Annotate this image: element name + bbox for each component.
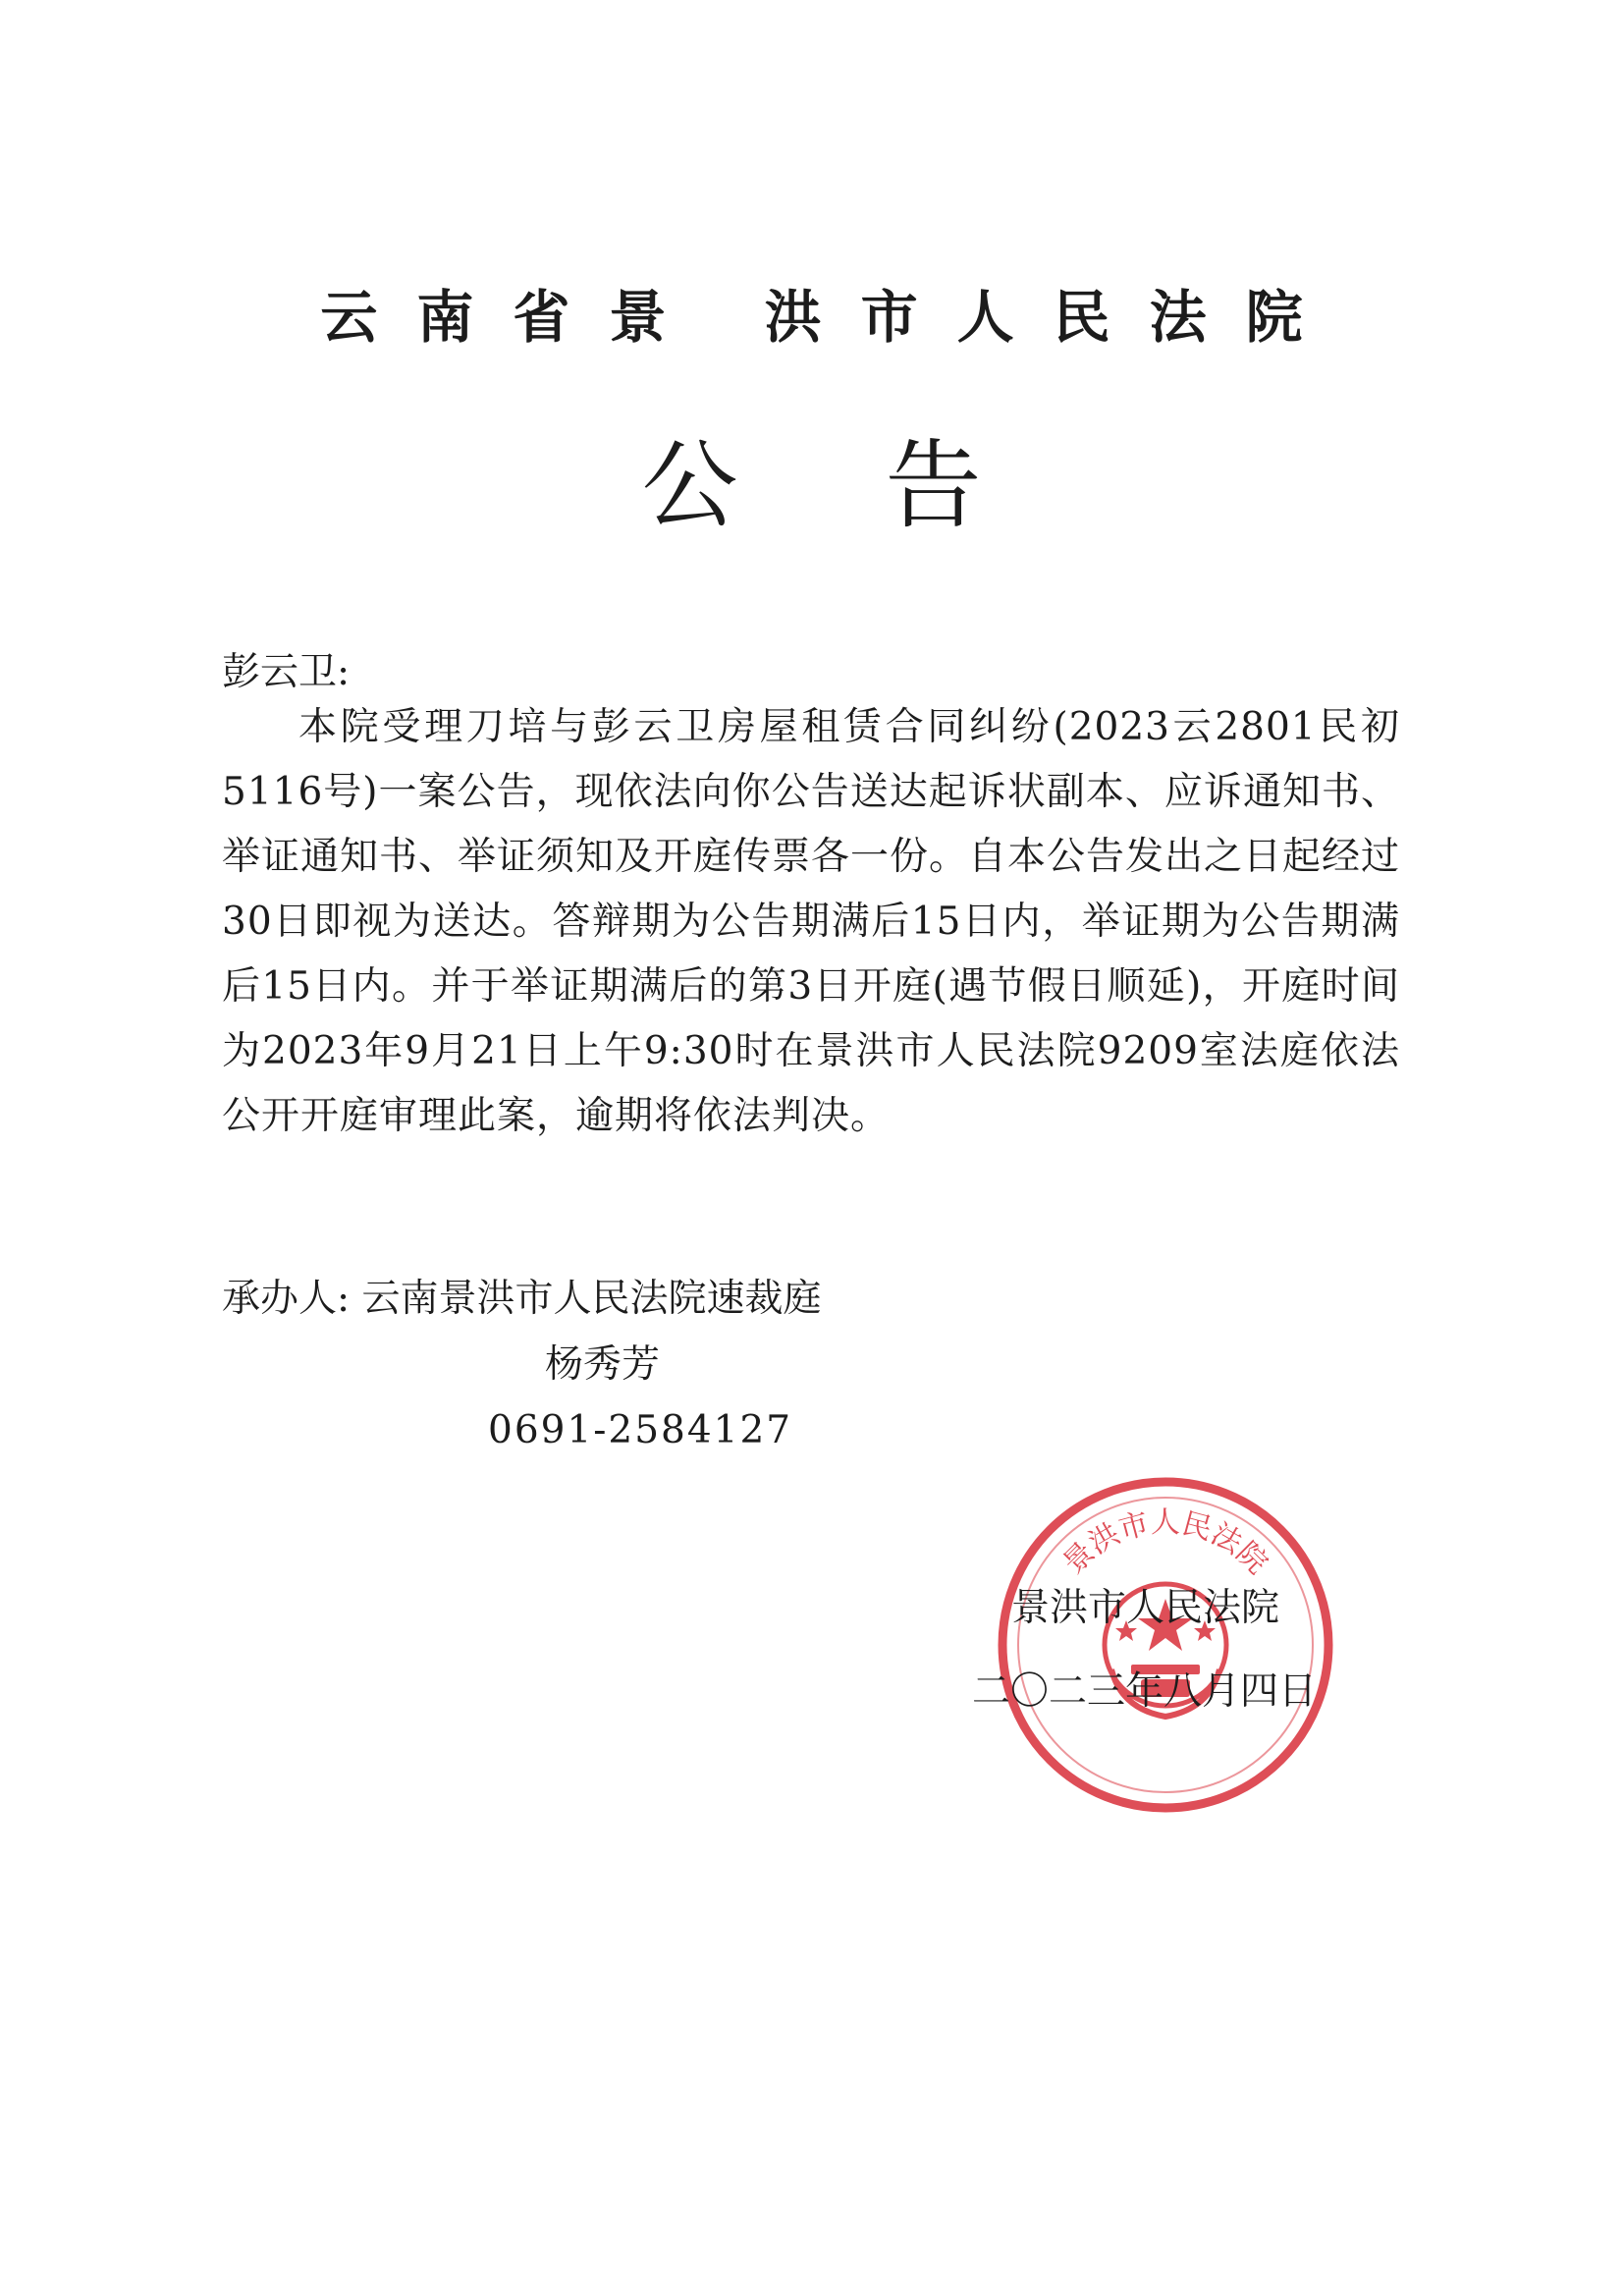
handler-name: 杨秀芳 — [545, 1342, 661, 1387]
court-name-heading: 云南省景 洪市人民法院 — [320, 284, 1342, 351]
issue-date: 二〇二三年八月四日 — [972, 1669, 1318, 1714]
court-seal-stamp — [994, 1473, 1337, 1817]
seal-arc-text: 景洪市人民法院 — [1056, 1505, 1274, 1581]
handler-phone: 0691-2584127 — [488, 1408, 793, 1452]
addressee: 彭云卫: — [222, 650, 351, 694]
issuing-court: 景洪市人民法院 — [1011, 1586, 1280, 1630]
handler-label-unit: 承办人: 云南景洪市人民法院速裁庭 — [222, 1277, 822, 1321]
notice-body: 本院受理刀培与彭云卫房屋租赁合同纠纷(2023云2801民初5116号)一案公告，现依法向你公告送达起诉状副本、应诉通知书、举证通知书、举证须知及开庭传票各一份。自本公告发出之日起经过30日即视为送达。答辩期为公告期满后15日内，举证期为公告期满后15日内。并于举证期满后的第3日开庭(遇节假日顺延)，开庭时间为2023年9月21日上午9:30时在景洪市人民法院9209室法庭依法公开开庭审理此案，逾期将依法判决。 — [222, 705, 1401, 1138]
document-title: 公告 — [641, 430, 1129, 542]
